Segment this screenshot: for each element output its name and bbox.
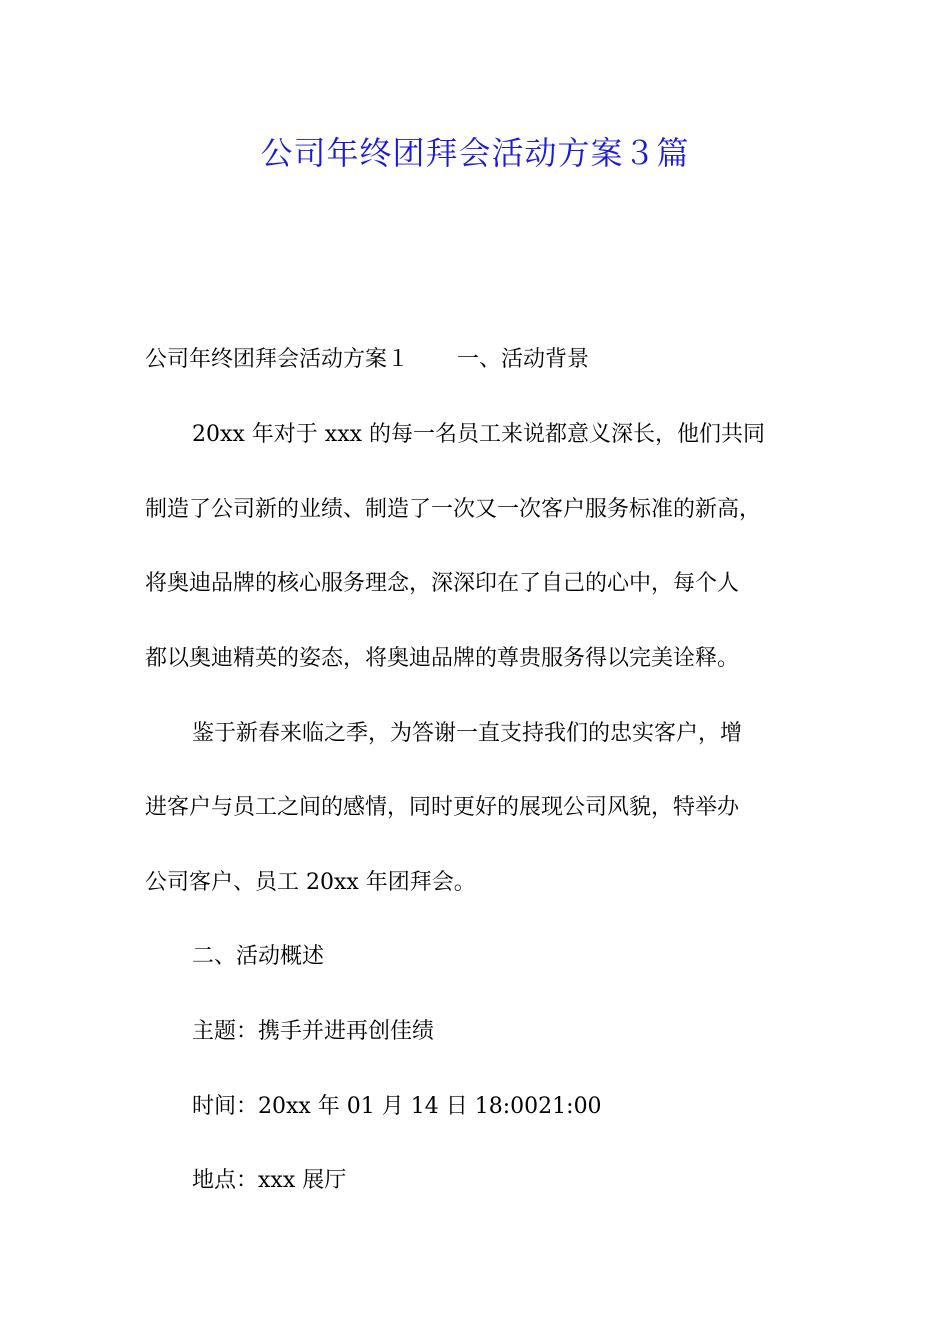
paragraph-line: 鉴于新春来临之季，为答谢一直支持我们的忠实客户，增 [192,721,743,746]
paragraph-line: 将奥迪品牌的核心服务理念，深深印在了自己的心中，每个人 [145,571,740,596]
section-heading-background: 一、活动背景 [457,347,590,372]
time-line: 时间：20xx 年 01 月 14 日 18:0021:00 [192,1094,602,1119]
location-line: 地点：xxx 展厅 [192,1168,347,1193]
document-title: 公司年终团拜会活动方案３篇 [260,134,690,172]
paragraph-line: 制造了公司新的业绩、制造了一次又一次客户服务标准的新高， [145,497,762,522]
plan-heading: 公司年终团拜会活动方案１ [145,347,410,372]
section-heading-overview: 二、活动概述 [192,944,325,969]
theme-line: 主题：携手并进再创佳绩 [192,1019,435,1044]
paragraph-line: 进客户与员工之间的感情，同时更好的展现公司风貌，特举办 [145,795,740,820]
section-heading-line [145,342,589,378]
paragraph-line: 20xx 年对于 xxx 的每一名员工来说都意义深长，他们共同 [192,422,766,447]
paragraph-line: 公司客户、员工 20xx 年团拜会。 [145,870,476,895]
paragraph-line: 都以奥迪精英的姿态，将奥迪品牌的尊贵服务得以完美诠释。 [145,646,740,671]
